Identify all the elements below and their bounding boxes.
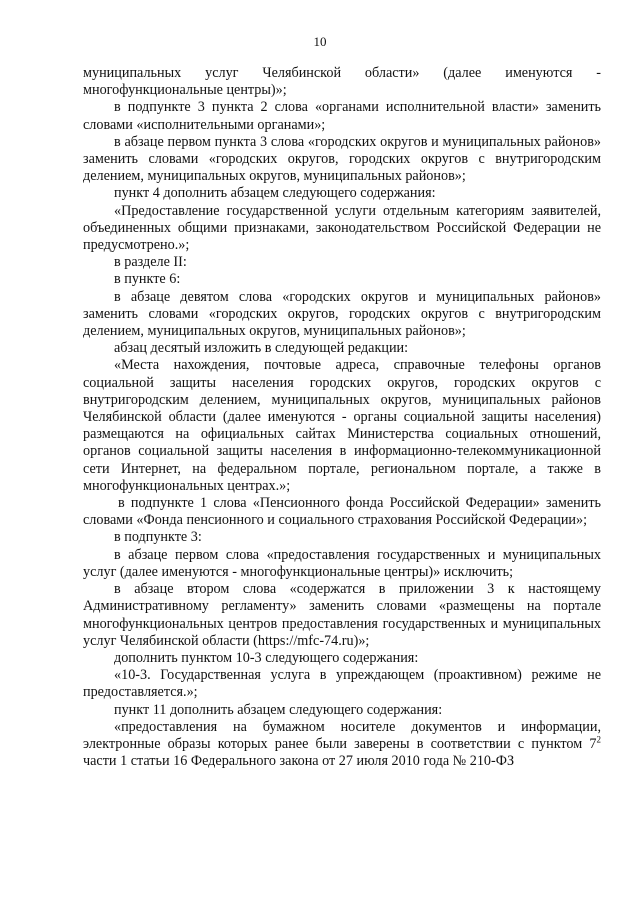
paragraph: муниципальных услуг Челябинской области» (далее именуются - многофункциональные центры)»;: [83, 65, 601, 99]
paragraph: в подпункте 3:: [114, 529, 202, 546]
paragraph: в пункте 6:: [114, 271, 181, 288]
paragraph: пункт 4 дополнить абзацем следующего содержания:: [114, 185, 436, 202]
document-body: [83, 65, 601, 770]
paragraph: в разделе II:: [114, 254, 187, 271]
paragraph: пункт 11 дополнить абзацем следующего содержания:: [114, 701, 443, 718]
superscript-reference: 2: [596, 734, 601, 745]
paragraph: «Предоставление государственной услуги отдельным категориям заявителей, объединенных общими признаками, законодательством Российской Федерации не предусмотрено.»;: [83, 202, 601, 254]
paragraph-with-footnote: [83, 719, 601, 771]
page-number: 10: [313, 34, 327, 49]
paragraph: абзац десятый изложить в следующей редакции:: [114, 340, 409, 357]
paragraph: в подпункте 1 слова «Пенсионного фонда Российской Федерации» заменить словами «Фонда пенсионного и социального страхования Российской Федерации»;: [83, 495, 601, 529]
paragraph: в абзаце первом слова «предоставления государственных и муниципальных услуг (далее именуются - многофункциональные центры)» исключить;: [83, 546, 601, 580]
paragraph: в абзаце девятом слова «городских округов и муниципальных районов» заменить словами «городских округов, городских округов с внутригородским делением, муниципальных округов, муниципальных районов»;: [83, 288, 601, 340]
paragraph: в абзаце втором слова «содержатся в приложении 3 к настоящему Административному регламенту» заменить словами «размещены на портале многофункциональных центров предоставления государственных и муниципальных услуг Челябинской области (https://mfc-74.ru)»;: [83, 581, 601, 649]
paragraph-text-continued: части 1 статьи 16 Федерального закона от 27 июля 2010 года № 210-ФЗ: [83, 753, 515, 770]
paragraph: в подпункте 3 пункта 2 слова «органами исполнительной власти» заменить словами «исполнительными органами»;: [83, 99, 601, 133]
paragraph: «Места нахождения, почтовые адреса, справочные телефоны органов социальной защиты населения городских округов, городских округов с внутригородским делением, муниципальных округов, муниципальных районов Челябинской области (далее именуются - органы социальной защиты населения) размещаются на официальных сайтах Министерства социальных отношений, органов социальной защиты населения в информационно-телекоммуникационной сети Интернет, на федеральном портале, региональном портале, а также в многофункциональных центрах.»;: [83, 357, 601, 494]
paragraph: «10-3. Государственная услуга в упреждающем (проактивном) режиме не предоставляется.»;: [83, 667, 601, 701]
paragraph: в абзаце первом пункта 3 слова «городских округов и муниципальных районов» заменить словами «городских округов, городских округов с внутригородским делением, муниципальных округов, муниципальных районов»;: [83, 133, 601, 185]
paragraph: дополнить пунктом 10-3 следующего содержания:: [114, 649, 419, 666]
paragraph-text: «предоставления на бумажном носителе документов и информации, электронные образы которых ранее были заверены в соответствии с пунктом 7: [83, 718, 601, 752]
